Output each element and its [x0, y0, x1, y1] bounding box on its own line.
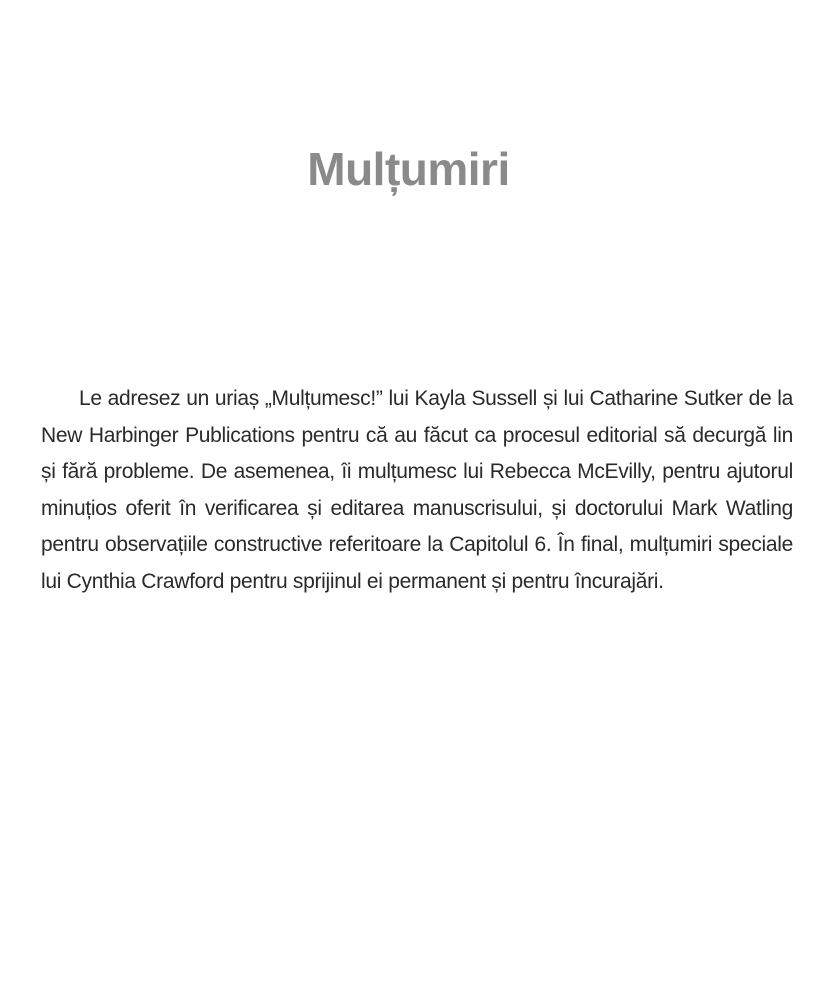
page-title: Mulțumiri [307, 142, 510, 195]
acknowledgements-paragraph: Le adresez un uriaș „Mulțumesc!” lui Kayla Sussell și lui Catharine Sutker de la New Harbinger Publications pentru că au făcut ca procesul editorial să decurgă lin și fără probleme. De asemenea, îi mulțumesc lui Rebecca McEvilly, pentru ajutorul minuțios oferit în verificarea și editarea manuscrisului, și doctorului Mark Watling pentru observațiile constructive referitoare la Capitolul 6. În final, mulțumiri speciale lui Cynthia Crawford pentru sprijinul ei permanent și pentru încurajări. [41, 387, 793, 593]
